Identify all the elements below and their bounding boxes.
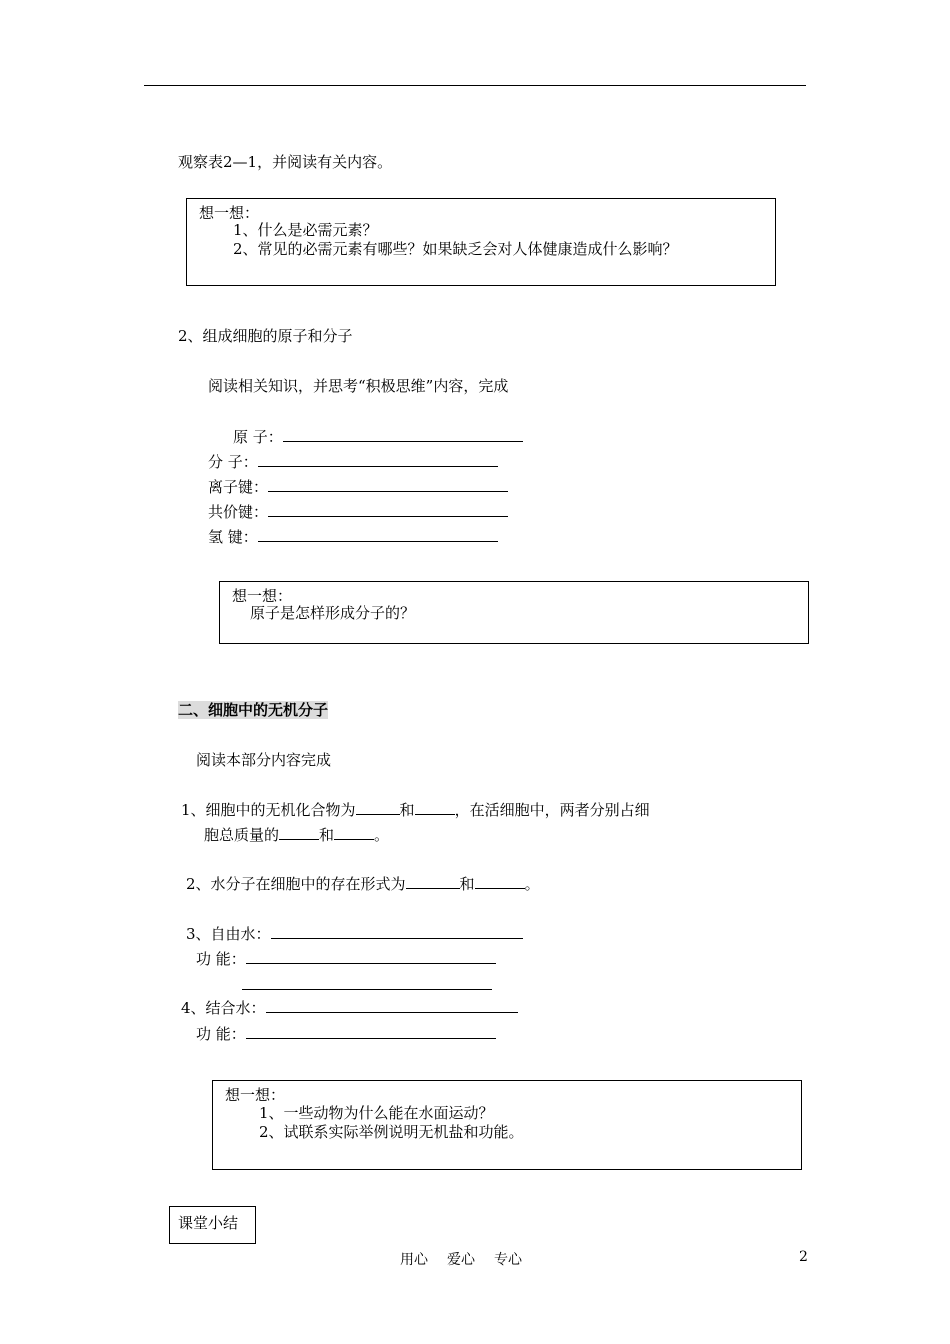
question-text: 胞总质量的 <box>204 826 280 844</box>
part-two-heading <box>178 701 328 719</box>
intro-line: 观察表2—1，并阅读有关内容。 <box>178 153 393 171</box>
part-two-instruction: 阅读本部分内容完成 <box>196 751 332 769</box>
blank-field[interactable] <box>242 974 492 990</box>
blank-field[interactable] <box>475 874 525 889</box>
term-hydrogen-bond <box>208 527 498 546</box>
question-4 <box>181 998 518 1017</box>
question-text: 和 <box>399 801 415 819</box>
term-atom <box>233 427 523 446</box>
question-4-function <box>196 1024 496 1043</box>
blank-field[interactable] <box>406 874 460 889</box>
blank-field[interactable] <box>283 427 523 442</box>
question-text: 1、细胞中的无机化合物为 <box>181 801 356 819</box>
term-label: 离子键： <box>208 478 269 496</box>
question-2 <box>186 874 540 893</box>
blank-field[interactable] <box>258 452 498 467</box>
think-question: 1、什么是必需元素？ <box>233 221 378 239</box>
think-box-1 <box>186 198 776 286</box>
blank-field[interactable] <box>268 477 508 492</box>
question-text: 功 能： <box>196 950 246 968</box>
think-question: 1、一些动物为什么能在水面运动？ <box>259 1104 494 1122</box>
think-box-title: 想一想： <box>199 204 260 222</box>
think-box-title: 想一想： <box>225 1086 286 1104</box>
term-molecule <box>208 452 498 471</box>
term-label: 氢 键： <box>208 528 258 546</box>
question-text: 和 <box>319 826 335 844</box>
question-3 <box>186 924 523 943</box>
footer-slogan-1: 用心 <box>400 1252 428 1268</box>
question-text: ，在活细胞中，两者分别占细 <box>454 801 650 819</box>
think-box-3 <box>212 1080 802 1170</box>
term-covalent-bond <box>208 502 508 521</box>
think-question: 2、常见的必需元素有哪些？如果缺乏会对人体健康造成什么影响？ <box>233 240 678 258</box>
think-question: 原子是怎样形成分子的？ <box>250 604 416 622</box>
section-instruction: 阅读相关知识，并思考“积极思维”内容，完成 <box>208 377 509 395</box>
term-label: 原 子： <box>233 428 283 446</box>
blank-field[interactable] <box>258 527 498 542</box>
question-3-function <box>196 949 496 968</box>
question-text: 。 <box>374 826 390 844</box>
blank-field[interactable] <box>268 502 508 517</box>
section-heading: 2、组成细胞的原子和分子 <box>178 327 353 345</box>
question-text: 功 能： <box>196 1025 246 1043</box>
blank-field[interactable] <box>356 800 400 815</box>
think-box-title: 想一想： <box>232 587 293 605</box>
blank-field[interactable] <box>415 800 455 815</box>
think-box-2 <box>219 581 809 644</box>
term-label: 共价键： <box>208 503 269 521</box>
blank-field[interactable] <box>246 1024 496 1039</box>
summary-label: 课堂小结 <box>178 1214 239 1232</box>
think-question: 2、试联系实际举例说明无机盐和功能。 <box>259 1123 524 1141</box>
question-text: 2、水分子在细胞中的存在形式为 <box>186 875 406 893</box>
blank-field[interactable] <box>279 825 319 840</box>
page-number: 2 <box>799 1249 808 1265</box>
question-text: 4、结合水： <box>181 999 266 1017</box>
question-text: 。 <box>524 875 540 893</box>
highlighted-heading: 二、细胞中的无机分子 <box>178 701 329 719</box>
blank-field[interactable] <box>266 998 518 1013</box>
question-text: 和 <box>459 875 475 893</box>
question-1-cont <box>204 825 389 844</box>
blank-field[interactable] <box>334 825 374 840</box>
summary-box <box>169 1206 256 1244</box>
header-rule <box>144 85 806 86</box>
footer-slogan-3: 专心 <box>494 1252 522 1268</box>
question-text: 3、自由水： <box>186 925 271 943</box>
question-1 <box>181 800 650 819</box>
term-label: 分 子： <box>208 453 258 471</box>
footer-slogan-2: 爱心 <box>447 1252 475 1268</box>
blank-field[interactable] <box>271 924 523 939</box>
blank-field[interactable] <box>246 949 496 964</box>
term-ionic-bond <box>208 477 508 496</box>
